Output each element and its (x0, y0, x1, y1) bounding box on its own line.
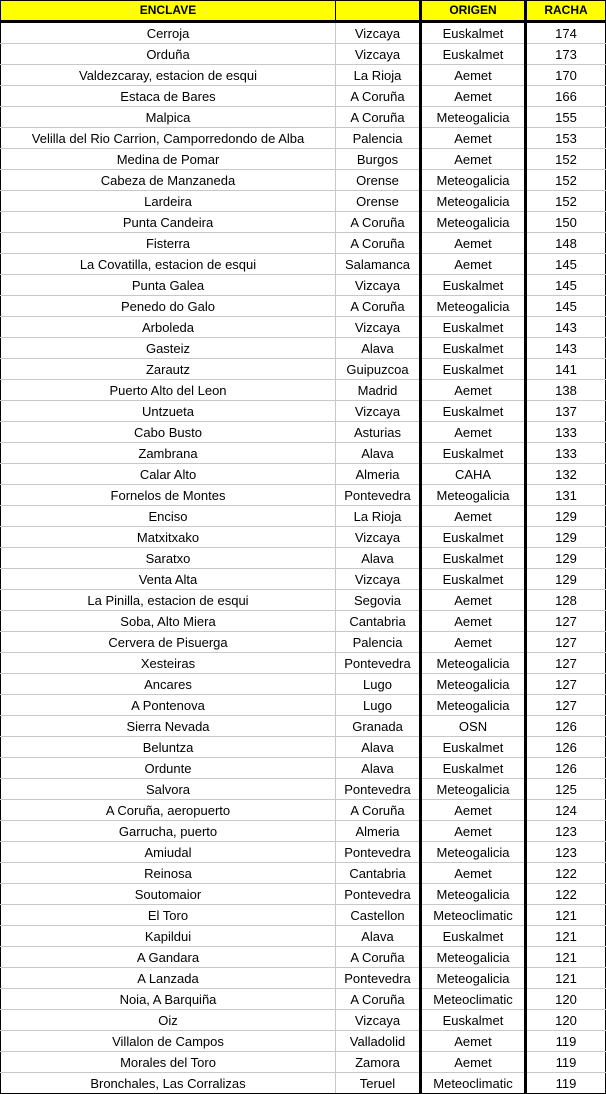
cell-origen: Euskalmet (421, 1010, 526, 1031)
table-row (1, 758, 606, 779)
table-row (1, 1010, 606, 1031)
table-row (1, 65, 606, 86)
cell-racha: 173 (526, 44, 606, 65)
cell-origen: Euskalmet (421, 926, 526, 947)
cell-racha: 120 (526, 1010, 606, 1031)
cell-racha: 126 (526, 737, 606, 758)
cell-enclave: Ordunte (1, 758, 336, 779)
table-row (1, 296, 606, 317)
cell-racha: 129 (526, 527, 606, 548)
cell-enclave: Gasteiz (1, 338, 336, 359)
cell-racha: 127 (526, 653, 606, 674)
cell-origen: Meteogalicia (421, 107, 526, 128)
cell-origen: OSN (421, 716, 526, 737)
cell-racha: 143 (526, 317, 606, 338)
table-row (1, 212, 606, 233)
table-row (1, 338, 606, 359)
cell-enclave: Garrucha, puerto (1, 821, 336, 842)
cell-provincia: Alava (336, 758, 421, 779)
cell-enclave: Venta Alta (1, 569, 336, 590)
cell-racha: 145 (526, 275, 606, 296)
cell-origen: Meteogalicia (421, 674, 526, 695)
table-row (1, 611, 606, 632)
cell-origen: Aemet (421, 632, 526, 653)
cell-origen: Euskalmet (421, 359, 526, 380)
header-provincia (336, 1, 421, 22)
table-row (1, 800, 606, 821)
table-row (1, 1073, 606, 1094)
table-row (1, 1031, 606, 1052)
cell-enclave: Morales del Toro (1, 1052, 336, 1073)
cell-origen: Meteogalicia (421, 485, 526, 506)
table-row (1, 128, 606, 149)
cell-origen: Aemet (421, 422, 526, 443)
cell-enclave: Ancares (1, 674, 336, 695)
cell-enclave: Reinosa (1, 863, 336, 884)
cell-racha: 133 (526, 443, 606, 464)
cell-provincia: A Coruña (336, 989, 421, 1010)
table-row (1, 443, 606, 464)
cell-origen: Aemet (421, 863, 526, 884)
table-row (1, 842, 606, 863)
cell-origen: Euskalmet (421, 338, 526, 359)
cell-origen: Meteogalicia (421, 212, 526, 233)
cell-provincia: Cantabria (336, 611, 421, 632)
cell-origen: Euskalmet (421, 275, 526, 296)
cell-enclave: Bronchales, Las Corralizas (1, 1073, 336, 1094)
cell-enclave: Oiz (1, 1010, 336, 1031)
table-row (1, 632, 606, 653)
table-row (1, 191, 606, 212)
cell-provincia: Pontevedra (336, 485, 421, 506)
cell-provincia: Vizcaya (336, 22, 421, 44)
cell-enclave: Puerto Alto del Leon (1, 380, 336, 401)
cell-provincia: Alava (336, 338, 421, 359)
cell-racha: 121 (526, 905, 606, 926)
cell-enclave: Arboleda (1, 317, 336, 338)
table-row (1, 653, 606, 674)
table-row (1, 989, 606, 1010)
cell-racha: 127 (526, 611, 606, 632)
cell-origen: Meteogalicia (421, 653, 526, 674)
cell-enclave: Valdezcaray, estacion de esqui (1, 65, 336, 86)
table-row (1, 716, 606, 737)
cell-enclave: Penedo do Galo (1, 296, 336, 317)
cell-racha: 127 (526, 695, 606, 716)
cell-racha: 150 (526, 212, 606, 233)
cell-provincia: Alava (336, 737, 421, 758)
cell-enclave: Cabo Busto (1, 422, 336, 443)
cell-enclave: Cerroja (1, 22, 336, 44)
cell-provincia: Lugo (336, 674, 421, 695)
header-enclave: ENCLAVE (1, 1, 336, 22)
cell-origen: Aemet (421, 506, 526, 527)
cell-racha: 129 (526, 548, 606, 569)
cell-provincia: Pontevedra (336, 653, 421, 674)
table-row (1, 821, 606, 842)
cell-provincia: La Rioja (336, 65, 421, 86)
cell-racha: 123 (526, 842, 606, 863)
cell-origen: Meteogalicia (421, 968, 526, 989)
cell-provincia: Alava (336, 548, 421, 569)
cell-enclave: Orduña (1, 44, 336, 65)
cell-provincia: Vizcaya (336, 1010, 421, 1031)
cell-origen: Meteoclimatic (421, 989, 526, 1010)
cell-provincia: Salamanca (336, 254, 421, 275)
cell-enclave: Cabeza de Manzaneda (1, 170, 336, 191)
cell-provincia: Granada (336, 716, 421, 737)
cell-racha: 152 (526, 191, 606, 212)
table-row (1, 170, 606, 191)
cell-provincia: A Coruña (336, 86, 421, 107)
cell-enclave: Kapildui (1, 926, 336, 947)
cell-provincia: A Coruña (336, 296, 421, 317)
cell-racha: 122 (526, 884, 606, 905)
cell-enclave: Untzueta (1, 401, 336, 422)
table-row (1, 464, 606, 485)
cell-enclave: Velilla del Rio Carrion, Camporredondo de Alba (1, 128, 336, 149)
cell-origen: Meteogalicia (421, 947, 526, 968)
cell-racha: 131 (526, 485, 606, 506)
table-row (1, 22, 606, 44)
table-row (1, 1052, 606, 1073)
cell-enclave: A Gandara (1, 947, 336, 968)
table-row (1, 254, 606, 275)
cell-provincia: Palencia (336, 632, 421, 653)
cell-enclave: Punta Galea (1, 275, 336, 296)
table-row (1, 401, 606, 422)
cell-origen: Meteogalicia (421, 779, 526, 800)
table-row (1, 947, 606, 968)
cell-enclave: La Pinilla, estacion de esqui (1, 590, 336, 611)
cell-enclave: Soba, Alto Miera (1, 611, 336, 632)
table-row (1, 275, 606, 296)
cell-enclave: Malpica (1, 107, 336, 128)
cell-racha: 121 (526, 926, 606, 947)
cell-provincia: Pontevedra (336, 968, 421, 989)
cell-provincia: Valladolid (336, 1031, 421, 1052)
cell-racha: 133 (526, 422, 606, 443)
cell-racha: 148 (526, 233, 606, 254)
cell-origen: Aemet (421, 86, 526, 107)
cell-enclave: A Pontenova (1, 695, 336, 716)
cell-enclave: Matxitxako (1, 527, 336, 548)
table-row (1, 359, 606, 380)
cell-origen: Euskalmet (421, 758, 526, 779)
cell-provincia: Orense (336, 191, 421, 212)
table-row (1, 968, 606, 989)
cell-racha: 143 (526, 338, 606, 359)
cell-provincia: Vizcaya (336, 317, 421, 338)
cell-racha: 138 (526, 380, 606, 401)
cell-origen: CAHA (421, 464, 526, 485)
table-row (1, 233, 606, 254)
cell-racha: 152 (526, 149, 606, 170)
table-row (1, 527, 606, 548)
table-row (1, 884, 606, 905)
table-row (1, 422, 606, 443)
cell-racha: 121 (526, 968, 606, 989)
cell-provincia: Asturias (336, 422, 421, 443)
cell-origen: Euskalmet (421, 443, 526, 464)
cell-racha: 126 (526, 716, 606, 737)
cell-origen: Aemet (421, 380, 526, 401)
cell-provincia: Lugo (336, 695, 421, 716)
cell-racha: 153 (526, 128, 606, 149)
cell-enclave: Villalon de Campos (1, 1031, 336, 1052)
cell-provincia: Vizcaya (336, 569, 421, 590)
cell-origen: Aemet (421, 254, 526, 275)
cell-enclave: Cervera de Pisuerga (1, 632, 336, 653)
cell-racha: 119 (526, 1052, 606, 1073)
cell-racha: 166 (526, 86, 606, 107)
table-body (1, 22, 606, 1094)
cell-enclave: Enciso (1, 506, 336, 527)
cell-racha: 128 (526, 590, 606, 611)
table-row (1, 380, 606, 401)
cell-enclave: Salvora (1, 779, 336, 800)
cell-racha: 145 (526, 296, 606, 317)
cell-origen: Aemet (421, 128, 526, 149)
cell-provincia: Cantabria (336, 863, 421, 884)
cell-provincia: A Coruña (336, 800, 421, 821)
cell-enclave: Beluntza (1, 737, 336, 758)
table-row (1, 569, 606, 590)
cell-provincia: A Coruña (336, 107, 421, 128)
table-row (1, 86, 606, 107)
cell-provincia: Zamora (336, 1052, 421, 1073)
cell-racha: 152 (526, 170, 606, 191)
cell-enclave: Medina de Pomar (1, 149, 336, 170)
table-row (1, 779, 606, 800)
cell-racha: 137 (526, 401, 606, 422)
cell-racha: 125 (526, 779, 606, 800)
cell-racha: 121 (526, 947, 606, 968)
cell-enclave: Zambrana (1, 443, 336, 464)
cell-provincia: Teruel (336, 1073, 421, 1094)
cell-provincia: A Coruña (336, 212, 421, 233)
cell-racha: 129 (526, 506, 606, 527)
header-origen: ORIGEN (421, 1, 526, 22)
cell-provincia: Alava (336, 926, 421, 947)
table-row (1, 506, 606, 527)
cell-provincia: Guipuzcoa (336, 359, 421, 380)
table-row (1, 44, 606, 65)
cell-racha: 170 (526, 65, 606, 86)
cell-enclave: Xesteiras (1, 653, 336, 674)
cell-enclave: Fornelos de Montes (1, 485, 336, 506)
cell-enclave: La Covatilla, estacion de esqui (1, 254, 336, 275)
cell-enclave: Calar Alto (1, 464, 336, 485)
cell-provincia: Castellon (336, 905, 421, 926)
table-row (1, 737, 606, 758)
cell-enclave: Saratxo (1, 548, 336, 569)
table-row (1, 149, 606, 170)
cell-provincia: Vizcaya (336, 44, 421, 65)
cell-provincia: Vizcaya (336, 527, 421, 548)
cell-racha: 122 (526, 863, 606, 884)
cell-provincia: A Coruña (336, 233, 421, 254)
cell-provincia: Alava (336, 443, 421, 464)
cell-origen: Meteoclimatic (421, 905, 526, 926)
cell-origen: Meteoclimatic (421, 1073, 526, 1094)
cell-provincia: Segovia (336, 590, 421, 611)
cell-origen: Meteogalicia (421, 884, 526, 905)
cell-enclave: El Toro (1, 905, 336, 926)
table-row (1, 107, 606, 128)
cell-enclave: Fisterra (1, 233, 336, 254)
cell-origen: Aemet (421, 233, 526, 254)
cell-origen: Euskalmet (421, 527, 526, 548)
table-row (1, 317, 606, 338)
cell-origen: Meteogalicia (421, 296, 526, 317)
cell-racha: 145 (526, 254, 606, 275)
cell-racha: 127 (526, 632, 606, 653)
cell-origen: Aemet (421, 65, 526, 86)
cell-provincia: Pontevedra (336, 779, 421, 800)
cell-enclave: Sierra Nevada (1, 716, 336, 737)
cell-racha: 124 (526, 800, 606, 821)
cell-racha: 119 (526, 1031, 606, 1052)
cell-enclave: Estaca de Bares (1, 86, 336, 107)
cell-enclave: Zarautz (1, 359, 336, 380)
cell-provincia: Almeria (336, 821, 421, 842)
cell-racha: 174 (526, 22, 606, 44)
cell-origen: Euskalmet (421, 317, 526, 338)
cell-origen: Euskalmet (421, 44, 526, 65)
cell-provincia: Vizcaya (336, 275, 421, 296)
cell-origen: Aemet (421, 149, 526, 170)
cell-provincia: Palencia (336, 128, 421, 149)
cell-racha: 132 (526, 464, 606, 485)
cell-origen: Meteogalicia (421, 695, 526, 716)
cell-provincia: La Rioja (336, 506, 421, 527)
table-header (1, 1, 606, 22)
cell-origen: Meteogalicia (421, 191, 526, 212)
cell-enclave: A Lanzada (1, 968, 336, 989)
cell-enclave: Amiudal (1, 842, 336, 863)
cell-origen: Euskalmet (421, 22, 526, 44)
cell-provincia: A Coruña (336, 947, 421, 968)
cell-provincia: Almeria (336, 464, 421, 485)
cell-origen: Euskalmet (421, 548, 526, 569)
table-row (1, 590, 606, 611)
cell-racha: 119 (526, 1073, 606, 1094)
cell-enclave: Punta Candeira (1, 212, 336, 233)
cell-origen: Aemet (421, 821, 526, 842)
cell-origen: Aemet (421, 611, 526, 632)
cell-origen: Euskalmet (421, 737, 526, 758)
table-row (1, 674, 606, 695)
cell-racha: 126 (526, 758, 606, 779)
header-racha: RACHA (526, 1, 606, 22)
cell-provincia: Pontevedra (336, 884, 421, 905)
cell-racha: 155 (526, 107, 606, 128)
cell-racha: 120 (526, 989, 606, 1010)
cell-origen: Euskalmet (421, 401, 526, 422)
cell-origen: Euskalmet (421, 569, 526, 590)
table-row (1, 926, 606, 947)
cell-provincia: Madrid (336, 380, 421, 401)
cell-origen: Aemet (421, 800, 526, 821)
table-row (1, 863, 606, 884)
cell-provincia: Orense (336, 170, 421, 191)
cell-origen: Aemet (421, 1052, 526, 1073)
table-row (1, 548, 606, 569)
cell-enclave: Soutomaior (1, 884, 336, 905)
cell-provincia: Vizcaya (336, 401, 421, 422)
cell-racha: 127 (526, 674, 606, 695)
cell-enclave: Noia, A Barquiña (1, 989, 336, 1010)
cell-origen: Aemet (421, 1031, 526, 1052)
header-row (1, 1, 606, 22)
table-row (1, 905, 606, 926)
table-row (1, 485, 606, 506)
cell-provincia: Pontevedra (336, 842, 421, 863)
cell-provincia: Burgos (336, 149, 421, 170)
cell-racha: 129 (526, 569, 606, 590)
cell-enclave: A Coruña, aeropuerto (1, 800, 336, 821)
table-row (1, 695, 606, 716)
cell-origen: Meteogalicia (421, 170, 526, 191)
cell-racha: 123 (526, 821, 606, 842)
cell-origen: Aemet (421, 590, 526, 611)
cell-origen: Meteogalicia (421, 842, 526, 863)
cell-racha: 141 (526, 359, 606, 380)
cell-enclave: Lardeira (1, 191, 336, 212)
